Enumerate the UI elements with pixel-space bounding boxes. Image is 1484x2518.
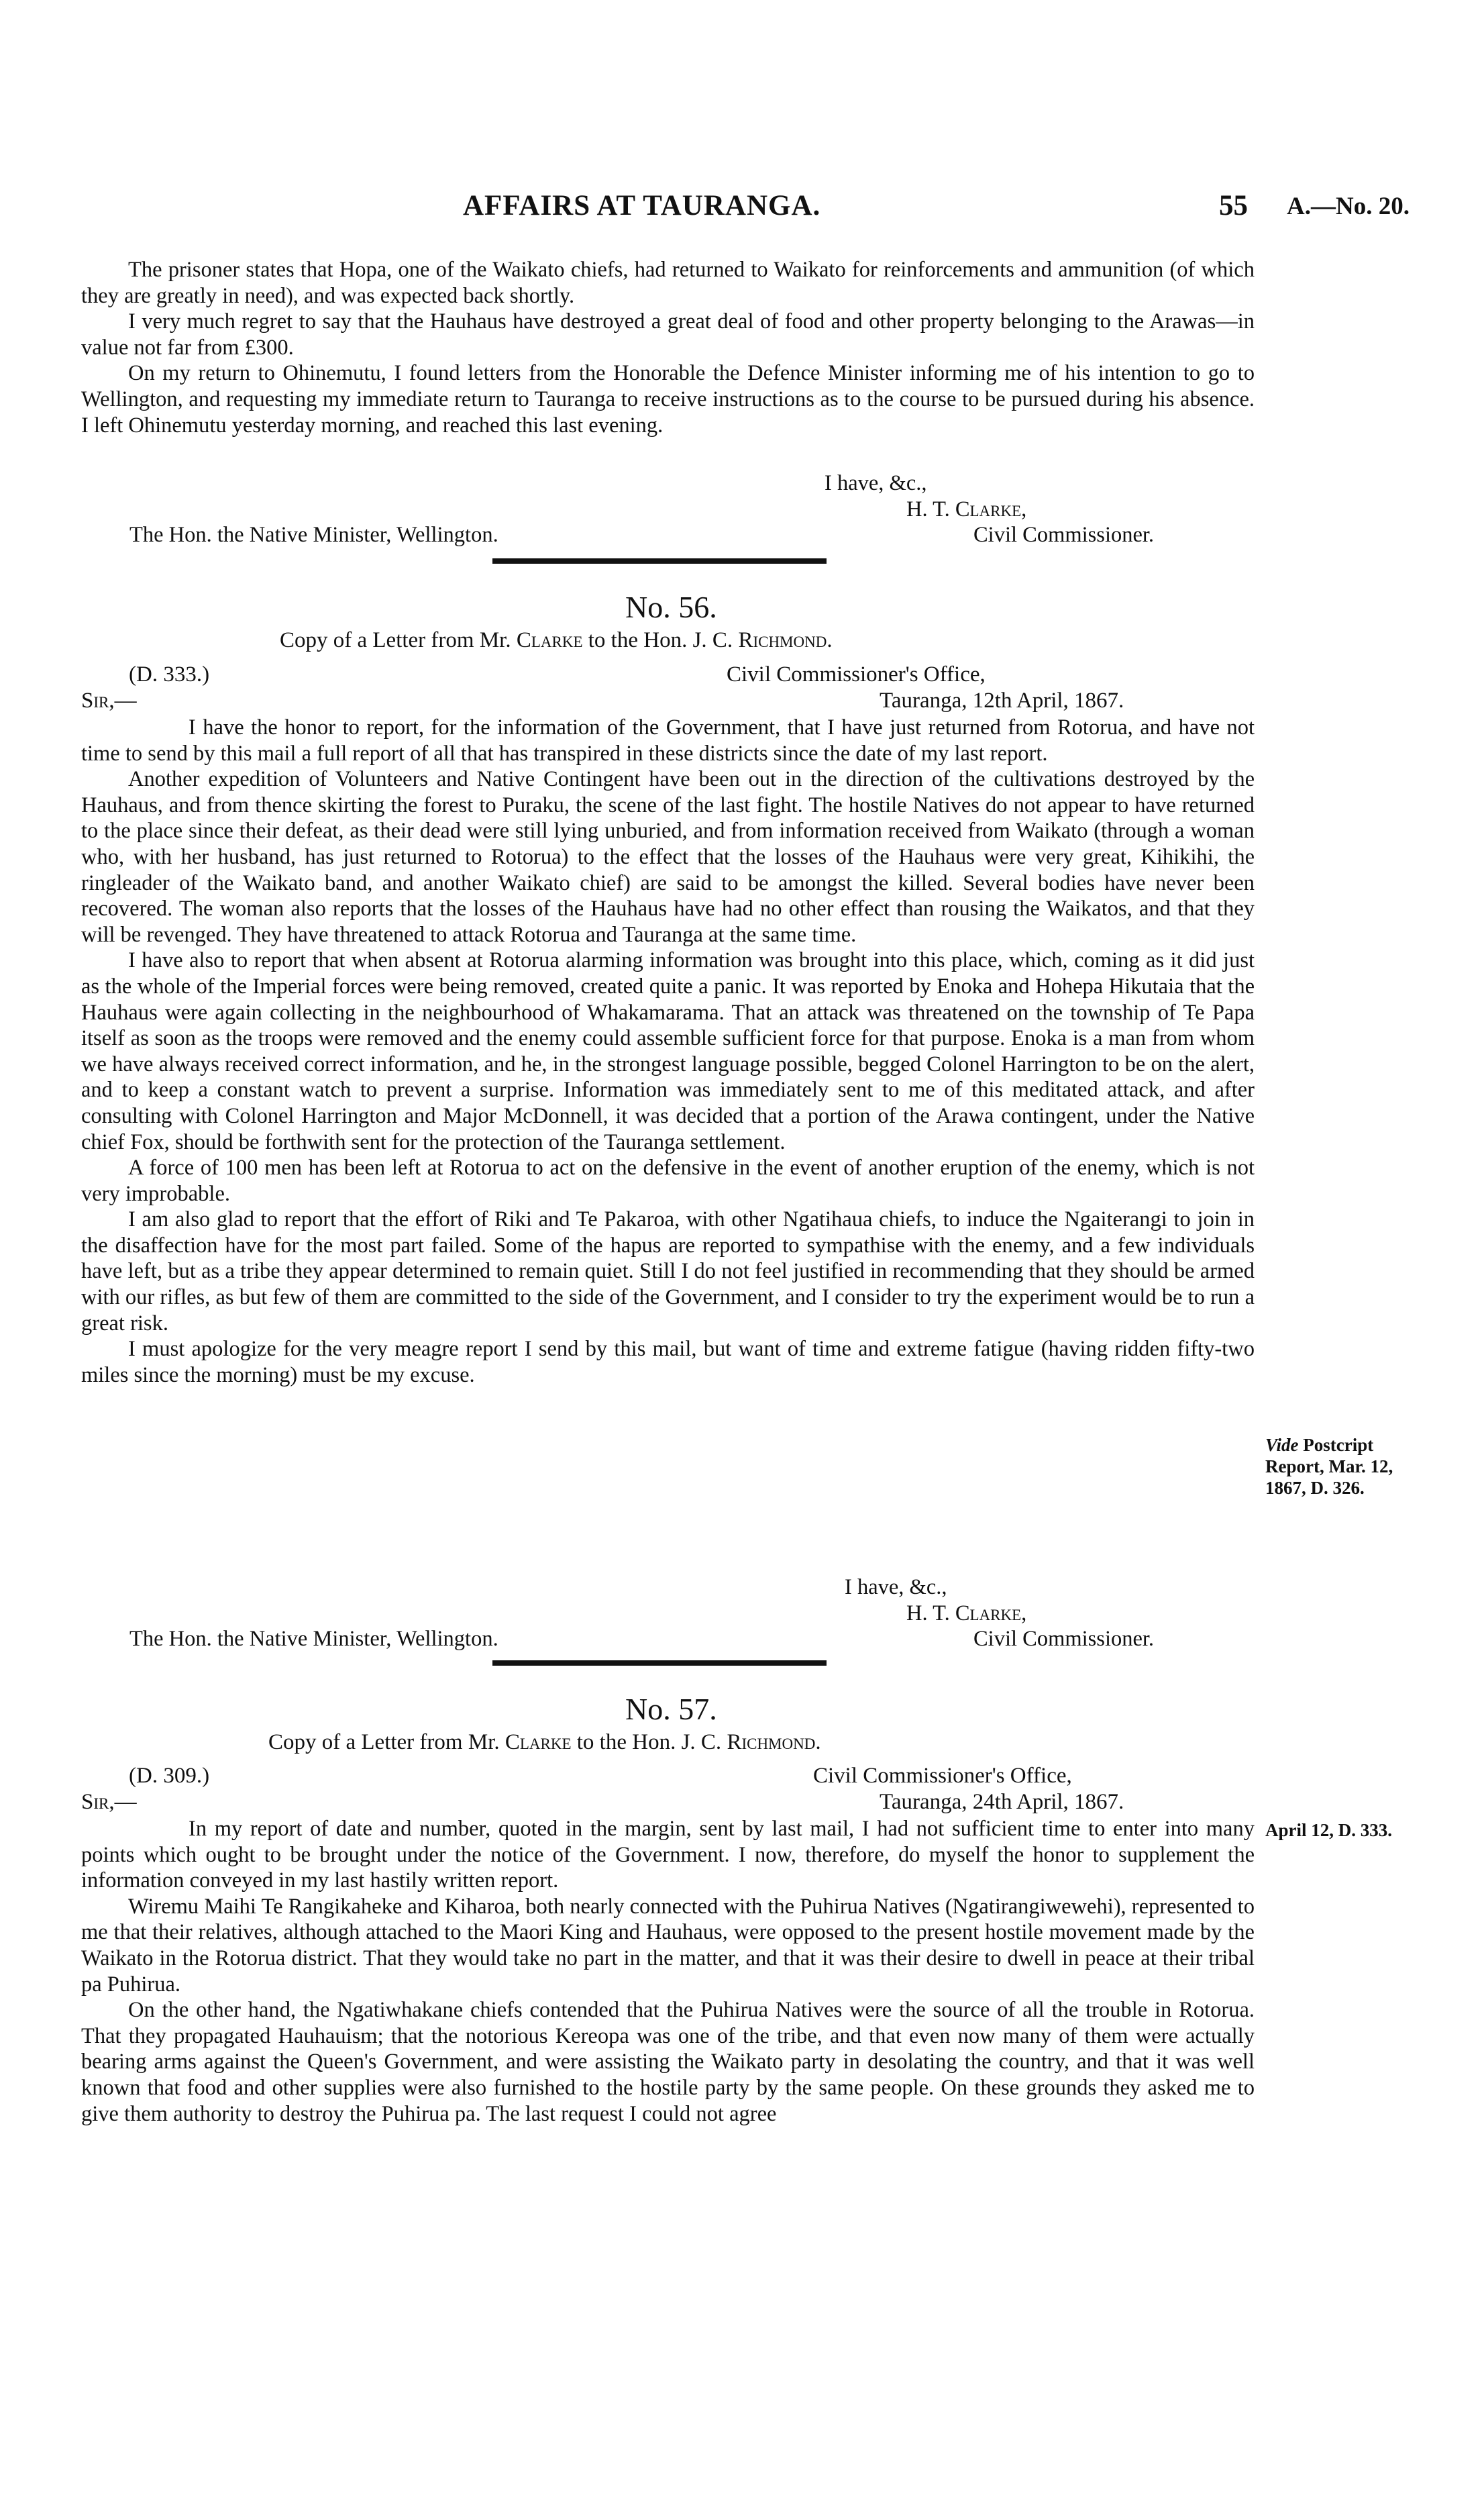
closing: I have, &c., — [845, 1575, 947, 1599]
place-date: Tauranga, 24th April, 1867. — [880, 1790, 1124, 1814]
paragraph: I very much regret to say that the Hauhaus have destroyed a great deal of food and other property belonging to the Arawas—in value not far from £300. — [81, 309, 1255, 360]
salutation: Sir,— — [81, 689, 137, 713]
letter-reference: (D. 309.) — [129, 1764, 210, 1788]
document-reference: A.—No. 20. — [1287, 193, 1410, 220]
section-rule — [492, 558, 827, 564]
margin-note-vide: Vide Postcript Report, Mar. 12, 1867, D. 326. — [1265, 1435, 1393, 1498]
caption-sender: Clarke — [505, 1730, 572, 1754]
page-number: 55 — [1219, 190, 1248, 221]
signer-name: H. T. Clarke, — [906, 497, 1027, 521]
paragraph: On my return to Ohinemutu, I found letters from the Honorable the Defence Minister informing me of his intention to go to Wellington, and requesting my immediate return to Tauranga to receive instructions as to the course to be pursued during his absence. I left Ohinemutu yesterday morning, and reached this last evening. — [81, 361, 1255, 438]
office-line: Civil Commissioner's Office, — [727, 662, 986, 687]
letter-57-text — [81, 1816, 1255, 2127]
letter-56-text — [81, 715, 1255, 1388]
paragraph: In my report of date and number, quoted in the margin, sent by last mail, I had not sufficient time to enter into many points which ought to be brought under the notice of the Government. I now, therefore, do myself the honor to supplement the information conveyed in my last hastily written report. — [81, 1817, 1255, 1893]
caption-sender: Clarke — [516, 628, 583, 652]
margin-note-date: April 12, D. 333. — [1265, 1820, 1392, 1840]
paragraph: I must apologize for the very meagre report I send by this mail, but want of time and extreme fatigue (having ridden fifty-two miles since the morning) must be my excuse. — [81, 1337, 1255, 1387]
closing: I have, &c., — [825, 471, 927, 495]
paragraph: I am also glad to report that the effort of Riki and Te Pakaroa, with other Ngatihaua chiefs, to induce the Ngaiterangi to join in the disaffection have for the most part failed. Some of the hapus are reported to sympathise with the enemy, and a few individuals have left, but as a tribe they appear determined to remain quiet. Still I do not feel justified in recommending that they should be armed with our rifles, as but few of them are committed to the side of the Government, and I consider to try the experiment would be to run a great risk. — [81, 1207, 1255, 1336]
caption-recipient: Richmond — [727, 1730, 816, 1754]
office-line: Civil Commissioner's Office, — [813, 1764, 1072, 1788]
paragraph: Wiremu Maihi Te Rangikaheke and Kiharoa, both nearly connected with the Puhirua Natives (Ngatirangiwewehi), represented to me that their relatives, although attached to the Maori King and Hauhaus, were opposed to the present hostile movement made by the Waikato in the Rotorua district. That they would take no part in the matter, and that it was their desire to dwell in peace at their tribal pa Puhirua. — [81, 1894, 1255, 1997]
addressee: The Hon. the Native Minister, Wellington. — [129, 523, 498, 548]
running-title: AFFAIRS AT TAURANGA. — [463, 190, 821, 221]
paragraph: On the other hand, the Ngatiwhakane chiefs contended that the Puhirua Natives were the source of all the trouble in Rotorua. That they propagated Hauhauism; that the notorious Kereopa was one of the tribe, and that even now many of them were actually bearing arms against the Queen's Government, and were assisting the Waikato party in desolating the country, and that it was well known that food and other supplies were also furnished to the hostile party by the same people. On these grounds they asked me to give them authority to destroy the Puhirua pa. The last request I could not agree — [81, 1998, 1255, 2126]
addressee: The Hon. the Native Minister, Wellington. — [129, 1627, 498, 1652]
salutation: Sir,— — [81, 1790, 137, 1814]
signer-name: H. T. Clarke, — [906, 1601, 1027, 1625]
paragraph: Another expedition of Volunteers and Native Contingent have been out in the direction of the cultivations destroyed by the Hauhaus, and from thence skirting the forest to Puraku, the scene of the last fight. The hostile Natives do not appear to have returned to the place since their defeat, as their dead were still lying unburied, and from information received from Waikato (through a woman who, with her husband, has just returned to Rotorua) to the effect that the losses of the Hauhaus were very great, Kihikihi, the ringleader of the Waikato band, and another Waikato chief) are said to be amongst the killed. Several bodies have never been recovered. The woman also reports that the losses of the Hauhaus have had no other effect than rousing the Waikatos, and that they will be revenged. They have threatened to attack Rotorua and Tauranga at the same time. — [81, 767, 1255, 947]
previous-letter-text — [81, 257, 1255, 438]
section-rule — [492, 1660, 827, 1666]
letter-caption: Copy of a Letter from Mr. Clarke to the Hon. J. C. Richmond. — [280, 628, 833, 652]
place-date: Tauranga, 12th April, 1867. — [880, 689, 1124, 713]
paragraph: I have also to report that when absent at Rotorua alarming information was brought into this place, which, coming as it did just as the whole of the Imperial forces were being removed, created quite a panic. It was reported by Enoka and Hohepa Hikutaia that the Hauhaus were again collecting in the neighbourhood of Whakamarama. That an attack was threatened on the township of Te Papa itself as soon as the troops were removed and the enemy could assemble sufficient force for that purpose. Enoka is a man from whom we have always received correct information, and he, in the strongest language possible, begged Colonel Harrington to be on the alert, and to keep a constant watch to prevent a surprise. Information was immediately sent to me of this meditated attack, and after consulting with Colonel Harrington and Major McDonnell, it was decided that a portion of the Arawa contingent, under the Native chief Fox, should be forthwith sent for the protection of the Tauranga settlement. — [81, 948, 1255, 1154]
signer-title: Civil Commissioner. — [973, 1627, 1155, 1652]
paragraph: A force of 100 men has been left at Rotorua to act on the defensive in the event of another eruption of the enemy, which is not very improbable. — [81, 1156, 1255, 1206]
letter-number: No. 57. — [625, 1692, 717, 1726]
letter-reference: (D. 333.) — [129, 662, 210, 687]
page-header — [0, 189, 1484, 230]
paragraph: The prisoner states that Hopa, one of the Waikato chiefs, had returned to Waikato for reinforcements and ammunition (of which they are greatly in need), and was expected back shortly. — [81, 258, 1255, 308]
signer-title: Civil Commissioner. — [973, 523, 1155, 548]
letter-number: No. 56. — [625, 590, 717, 624]
letter-caption: Copy of a Letter from Mr. Clarke to the Hon. J. C. Richmond. — [268, 1730, 821, 1754]
letter-56-signature — [81, 1574, 1255, 1652]
paragraph: I have the honor to report, for the information of the Government, that I have just returned from Rotorua, and have not time to send by this mail a full report of all that has transpired in these districts since the date of my last report. — [81, 715, 1255, 766]
caption-recipient: Richmond — [738, 628, 827, 652]
previous-letter-signature — [81, 470, 1255, 548]
